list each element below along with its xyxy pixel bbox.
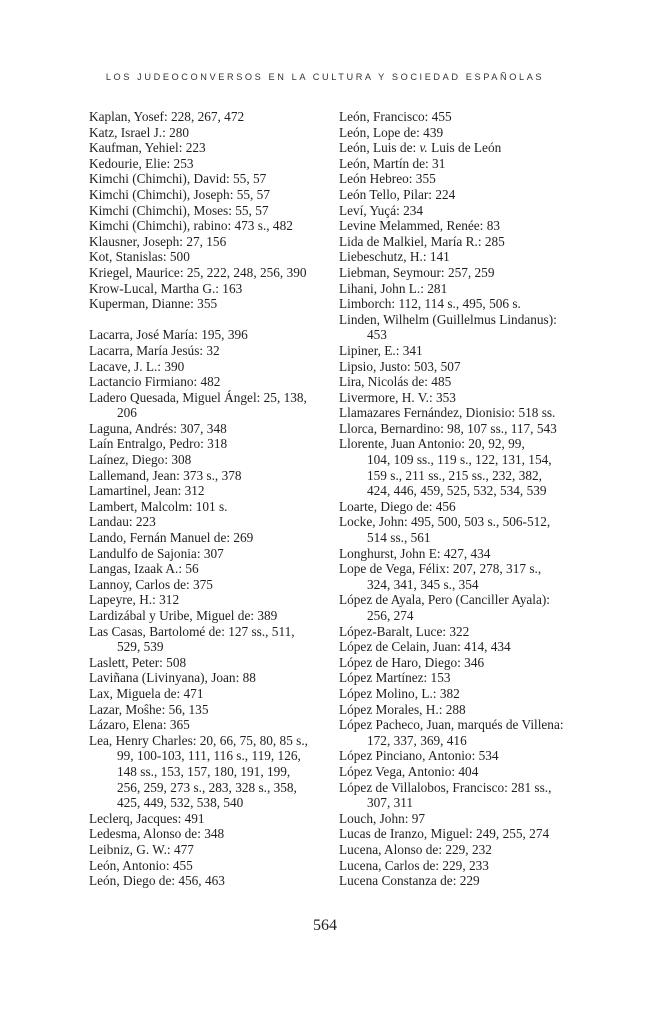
index-entry [339,405,579,421]
index-entry [89,203,327,219]
index-entry [89,873,327,889]
index-entry-text: Llamazares Fernández, Dionisio: 518 ss. [339,405,556,421]
index-entry-continuation: 307, 311 [367,795,414,811]
index-entry-text: Leibniz, G. W.: 477 [89,841,194,857]
index-entry-text: Locke, John: 495, 500, 503 s., 506-512, [339,514,551,530]
index-entry-text: Laslett, Peter: 508 [89,654,187,670]
index-entry [339,780,579,811]
index-entry [89,577,327,593]
index-entry [89,561,327,577]
index-entry [89,811,327,827]
index-entry [339,717,579,748]
index-entry-text: Lucas de Iranzo, Miguel: 249, 255, 274 [339,826,550,842]
index-entry-text: Lucena, Alonso de: 229, 232 [339,841,492,857]
index-entry [339,842,579,858]
index-entry-text: Lacarra, José María: 195, 396 [89,327,248,343]
index-entry [339,670,579,686]
index-entry [89,655,327,671]
index-entry [89,296,327,312]
cross-reference-target: Luis de León [431,140,502,156]
cross-reference-marker: v. [419,140,428,156]
index-entry-text: Lucena Constanza de: 229 [339,873,480,889]
index-entry [89,140,327,156]
index-entry-text: León, Francisco: 455 [339,109,452,124]
index-entry [339,592,579,623]
index-entry [89,218,327,234]
index-entry [339,171,579,187]
index-entry [339,343,579,359]
index-entry [89,702,327,718]
index-entry-text: Landau: 223 [89,514,156,530]
index-entry-text: Leví, Yuçá: 234 [339,202,424,218]
index-entry-text: Lazar, Moŝhe: 56, 135 [89,701,209,717]
index-entry [339,561,579,592]
index-entry-text: Levine Melammed, Renée: 83 [339,218,500,234]
index-entry-text: León, Martín de: 31 [339,155,446,171]
index-entry [89,359,327,375]
index-entry-text: Kimchi (Chimchi), Moses: 55, 57 [89,202,269,218]
index-entry-text: Lacarra, María Jesús: 32 [89,342,220,358]
index-entry [89,499,327,515]
index-entry-text: Leclerq, Jacques: 491 [89,810,205,826]
index-entry [339,359,579,375]
index-entry [339,140,579,156]
index-entry [339,296,579,312]
index-entry [339,639,579,655]
index-entry [89,514,327,530]
index-entry-text: Lacave, J. L.: 390 [89,358,185,374]
index-entry-continuation: 172, 337, 369, 416 [367,732,467,748]
index-entry [89,686,327,702]
index-entry-text: Kedourie, Elie: 253 [89,155,194,171]
index-entry-text: López Martínez: 153 [339,670,451,686]
index-entry-text: Laviñana (Livinyana), Joan: 88 [89,670,256,686]
index-entry-text: Lamartinel, Jean: 312 [89,483,205,499]
index-entry-text: Lambert, Malcolm: 101 s. [89,498,228,514]
index-entry [89,483,327,499]
index-entry-text: Lapeyre, H.: 312 [89,592,180,608]
index-entry-text: Las Casas, Bartolomé de: 127 ss., 511, [89,623,295,639]
index-entry [339,499,579,515]
index-entry-text: López Morales, H.: 288 [339,701,466,717]
running-head: LOS JUDEOCONVERSOS EN LA CULTURA Y SOCIEDAD ESPAÑOLAS [105,72,545,82]
index-entry-text: Kimchi (Chimchi), Joseph: 55, 57 [89,186,270,202]
index-entry [339,858,579,874]
index-entry [89,530,327,546]
index-entry-continuation: 206 [117,405,137,421]
index-entry-text: Klausner, Joseph: 27, 156 [89,233,227,249]
index-entry [89,468,327,484]
index-entry [339,374,579,390]
index-entry [339,748,579,764]
index-entry-continuation: 424, 446, 459, 525, 532, 534, 539 [367,483,547,499]
index-entry [339,873,579,889]
index-entry-text: Ledesma, Alonso de: 348 [89,826,225,842]
index-entry [339,312,579,343]
index-entry-text: Kuperman, Dianne: 355 [89,296,218,312]
index-entry [339,624,579,640]
index-entry-text: López Vega, Antonio: 404 [339,763,479,779]
index-entry [339,281,579,297]
index-entry-text: Lannoy, Carlos de: 375 [89,576,213,592]
index-entry-continuation: 256, 274 [367,608,414,623]
index-entry-text: Lipiner, E.: 341 [339,342,423,358]
index-entry-text: Lucena, Carlos de: 229, 233 [339,857,489,873]
index-entry-text: Lactancio Firmiano: 482 [89,374,221,390]
index-entry-text: Livermore, H. V.: 353 [339,389,456,405]
index-entry [339,546,579,562]
index-entry [89,421,327,437]
index-entry-text: León Tello, Pilar: 224 [339,186,456,202]
index-entry-text: Longhurst, John E: 427, 434 [339,545,491,561]
index-entry [339,187,579,203]
index-entry-continuation: 148 ss., 153, 157, 180, 191, 199, [117,763,291,779]
index-entry-text: López Molino, L.: 382 [339,685,460,701]
index-entry [339,234,579,250]
index-entry [89,436,327,452]
index-entry-text: Lihani, John L.: 281 [339,280,448,296]
index-entry-text: León, Luis de: [339,140,417,156]
index-entry [89,826,327,842]
index-entry-text: Llorente, Juan Antonio: 20, 92, 99, [339,436,525,452]
index-entry-text: Kimchi (Chimchi), David: 55, 57 [89,171,267,187]
index-entry [339,203,579,219]
index-entry [89,733,327,811]
index-entry-text: Lira, Nicolás de: 485 [339,374,452,390]
index-entry-text: López de Villalobos, Francisco: 281 ss., [339,779,552,795]
index-entry [339,826,579,842]
index-entry-text: Limborch: 112, 114 s., 495, 506 s. [339,296,521,312]
index-entry-text: Langas, Izaak A.: 56 [89,561,199,577]
index-entry-continuation: 514 ss., 561 [367,530,431,546]
index-entry [89,624,327,655]
index-entry-text: López de Haro, Diego: 346 [339,654,485,670]
index-entry-text: Landulfo de Sajonia: 307 [89,545,224,561]
index-entry [89,343,327,359]
index-entry-text: López-Baralt, Luce: 322 [339,623,470,639]
index-entry-continuation: 256, 259, 273 s., 283, 328 s., 358, [117,779,297,795]
index-entry-continuation: 453 [367,327,387,343]
index-entry-text: López de Ayala, Pero (Canciller Ayala): [339,592,550,608]
index-entry [89,265,327,281]
index-entry-text: León, Diego de: 456, 463 [89,873,225,889]
index-entry [89,171,327,187]
index-entry [339,265,579,281]
index-entry-text: Llorca, Bernardino: 98, 107 ss., 117, 543 [339,420,557,436]
index-entry-text: Kot, Stanislas: 500 [89,249,190,265]
index-entry [339,764,579,780]
index-entry [89,592,327,608]
index-entry [89,608,327,624]
index-entry [89,125,327,141]
index-entry-continuation: 104, 109 ss., 119 s., 122, 131, 154, [367,452,552,468]
index-entry-text: Katz, Israel J.: 280 [89,124,190,140]
index-entry [89,452,327,468]
index-entry-text: Lando, Fernán Manuel de: 269 [89,530,254,546]
index-entry-text: Liebman, Seymour: 257, 259 [339,264,495,280]
index-entry-continuation: 99, 100-103, 111, 116 s., 119, 126, [117,748,301,764]
index-entry-text: Kaplan, Yosef: 228, 267, 472 [89,109,245,124]
index-entry [89,109,327,125]
index-column-right [339,109,579,889]
index-entry-continuation: 324, 341, 345 s., 354 [367,576,479,592]
index-entry-text: Kriegel, Maurice: 25, 222, 248, 256, 390 [89,264,307,280]
index-entry-text: Krow-Lucal, Martha G.: 163 [89,280,243,296]
index-entry-text: Lea, Henry Charles: 20, 66, 75, 80, 85 s., [89,732,308,748]
index-entry [339,702,579,718]
index-entry-text: Lida de Malkiel, María R.: 285 [339,233,505,249]
index-entry [89,156,327,172]
index-entry-text: Lax, Miguela de: 471 [89,685,204,701]
index-entry [339,686,579,702]
index-entry [89,670,327,686]
index-entry-text: León, Antonio: 455 [89,857,193,873]
index-entry-text: Laínez, Diego: 308 [89,452,192,468]
index-entry-text: Linden, Wilhelm (Guillelmus Lindanus): [339,311,557,327]
index-entry [339,811,579,827]
index-entry [339,249,579,265]
index-entry-text: Lallemand, Jean: 373 s., 378 [89,467,242,483]
index-entry [89,858,327,874]
index-entry [89,187,327,203]
index-entry [339,156,579,172]
index-entry-continuation: 529, 539 [117,639,164,655]
index-entry [339,109,579,125]
index-entry-text: León Hebreo: 355 [339,171,436,187]
index-entry [89,390,327,421]
index-entry-continuation: 159 s., 211 ss., 215 ss., 232, 382, [367,467,542,483]
index-entry [339,514,579,545]
index-entry [89,281,327,297]
index-column-left [89,109,327,889]
index-entry-text: Lope de Vega, Félix: 207, 278, 317 s., [339,561,542,577]
index-entry-text: Kaufman, Yehiel: 223 [89,140,206,156]
index-entry-text: Kimchi (Chimchi), rabino: 473 s., 482 [89,218,293,234]
index-entry-text: Lázaro, Elena: 365 [89,717,190,733]
index-entry [339,125,579,141]
index-entry [89,842,327,858]
index-entry [339,436,579,498]
index-entry [339,218,579,234]
index-entry-text: López de Celain, Juan: 414, 434 [339,639,511,655]
index-entry-text: León, Lope de: 439 [339,124,444,140]
index-entry-text: Laín Entralgo, Pedro: 318 [89,436,228,452]
index-entry-text: Laguna, Andrés: 307, 348 [89,420,227,436]
index-entry-text: Lardizábal y Uribe, Miguel de: 389 [89,608,278,623]
index-entry-text: Louch, John: 97 [339,810,426,826]
index-entry [339,421,579,437]
index-entry [339,655,579,671]
index-entry [89,546,327,562]
index-entry [89,717,327,733]
index-entry-text: López Pacheco, Juan, marqués de Villena: [339,717,564,733]
index-entry [89,249,327,265]
index-entry [89,327,327,343]
page-number: 564 [313,917,337,934]
index-entry-text: Loarte, Diego de: 456 [339,498,456,514]
index-entry [89,234,327,250]
index-entry [89,374,327,390]
index-entry-continuation: 425, 449, 532, 538, 540 [117,795,244,811]
index-entry-text: Ladero Quesada, Miguel Ángel: 25, 138, [89,389,307,405]
index-entry-text: Lipsio, Justo: 503, 507 [339,358,461,374]
index-entry [339,390,579,406]
index-entry-text: Liebeschutz, H.: 141 [339,249,450,265]
index-entry-text: López Pinciano, Antonio: 534 [339,748,499,764]
